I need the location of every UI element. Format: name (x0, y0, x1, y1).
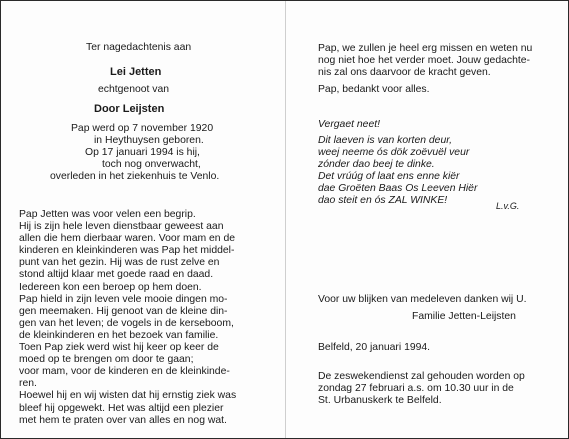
death-place-line: overleden in het ziekenhuis te Venlo. (50, 171, 220, 182)
death-date-line: Op 17 januari 1994 is hij, (85, 147, 200, 158)
card-fold-line (285, 1, 286, 438)
intro-text: Ter nagedachtenis aan (86, 42, 192, 53)
poem-title: Vergaet neet! (318, 119, 381, 130)
farewell-paragraph: Pap, we zullen je heel erg missen en weten nu nog niet hoe het verder moet. Jouw gedachte- nis zal ons daarvoor de kracht geven. (318, 43, 533, 79)
gratitude-line: Voor uw blijken van medeleven danken wij U. (318, 294, 527, 305)
mass-notice: De zeswekendienst zal gehouden worden op zondag 27 februari a.s. om 10.30 uur in de St. Urbanuskerk te Belfeld. (318, 371, 525, 407)
spouse-name: Door Leijsten (94, 103, 165, 115)
poem-author: L.v.G. (496, 201, 520, 211)
birth-line: Pap werd op 7 november 1920 (71, 123, 214, 134)
spouse-label: echtgenoot van (98, 84, 170, 95)
birthplace-line: in Heythuysen geboren. (94, 135, 204, 146)
memorial-paragraph: Pap Jetten was voor velen een begrip. Hij is zijn hele leven dienstbaar geweest aan allen die hem dierbaar waren. Voor mam en de kinderen en kleinkinderen was Pap het middel- punt van het gezin. Hij was de rust zelve en stond altijd klaar met goede raad en daad. Iedereen kon een beroep op hem doen. Pap hield in zijn leven vele mooie dingen mo- gen meemaken. Hij genoot van de kleine din- gen van het leven; de vogels in de kerseboom, de kleinkinderen en het bezoek van familie. Toen Pap ziek werd wist hij keer op keer de moed op te brengen om door te gaan; voor mam, voor de kinderen en de kleinkinde- ren. Hoewel hij en wij wisten dat hij ernstig ziek was bleef hij opgewekt. Het was altijd een plezier met hem te praten over van alles en nog wat. (19, 209, 237, 426)
poem-text: Dit laeven is van korten deur, weej neeme ós dök zoëvuël veur zónder dao beej te dinke. Det vrúúg of laat ens enne kiër dae Groëten Baas Os Leeven Hiër dao steit en ós ZAL WINKE! (318, 135, 478, 207)
thanks-line: Pap, bedankt voor alles. (318, 84, 430, 95)
unexpected-line: toch nog onverwacht, (102, 159, 201, 170)
place-date: Belfeld, 20 januari 1994. (318, 342, 431, 353)
deceased-name: Lei Jetten (110, 66, 162, 78)
family-signature: Familie Jetten-Leijsten (412, 311, 516, 322)
